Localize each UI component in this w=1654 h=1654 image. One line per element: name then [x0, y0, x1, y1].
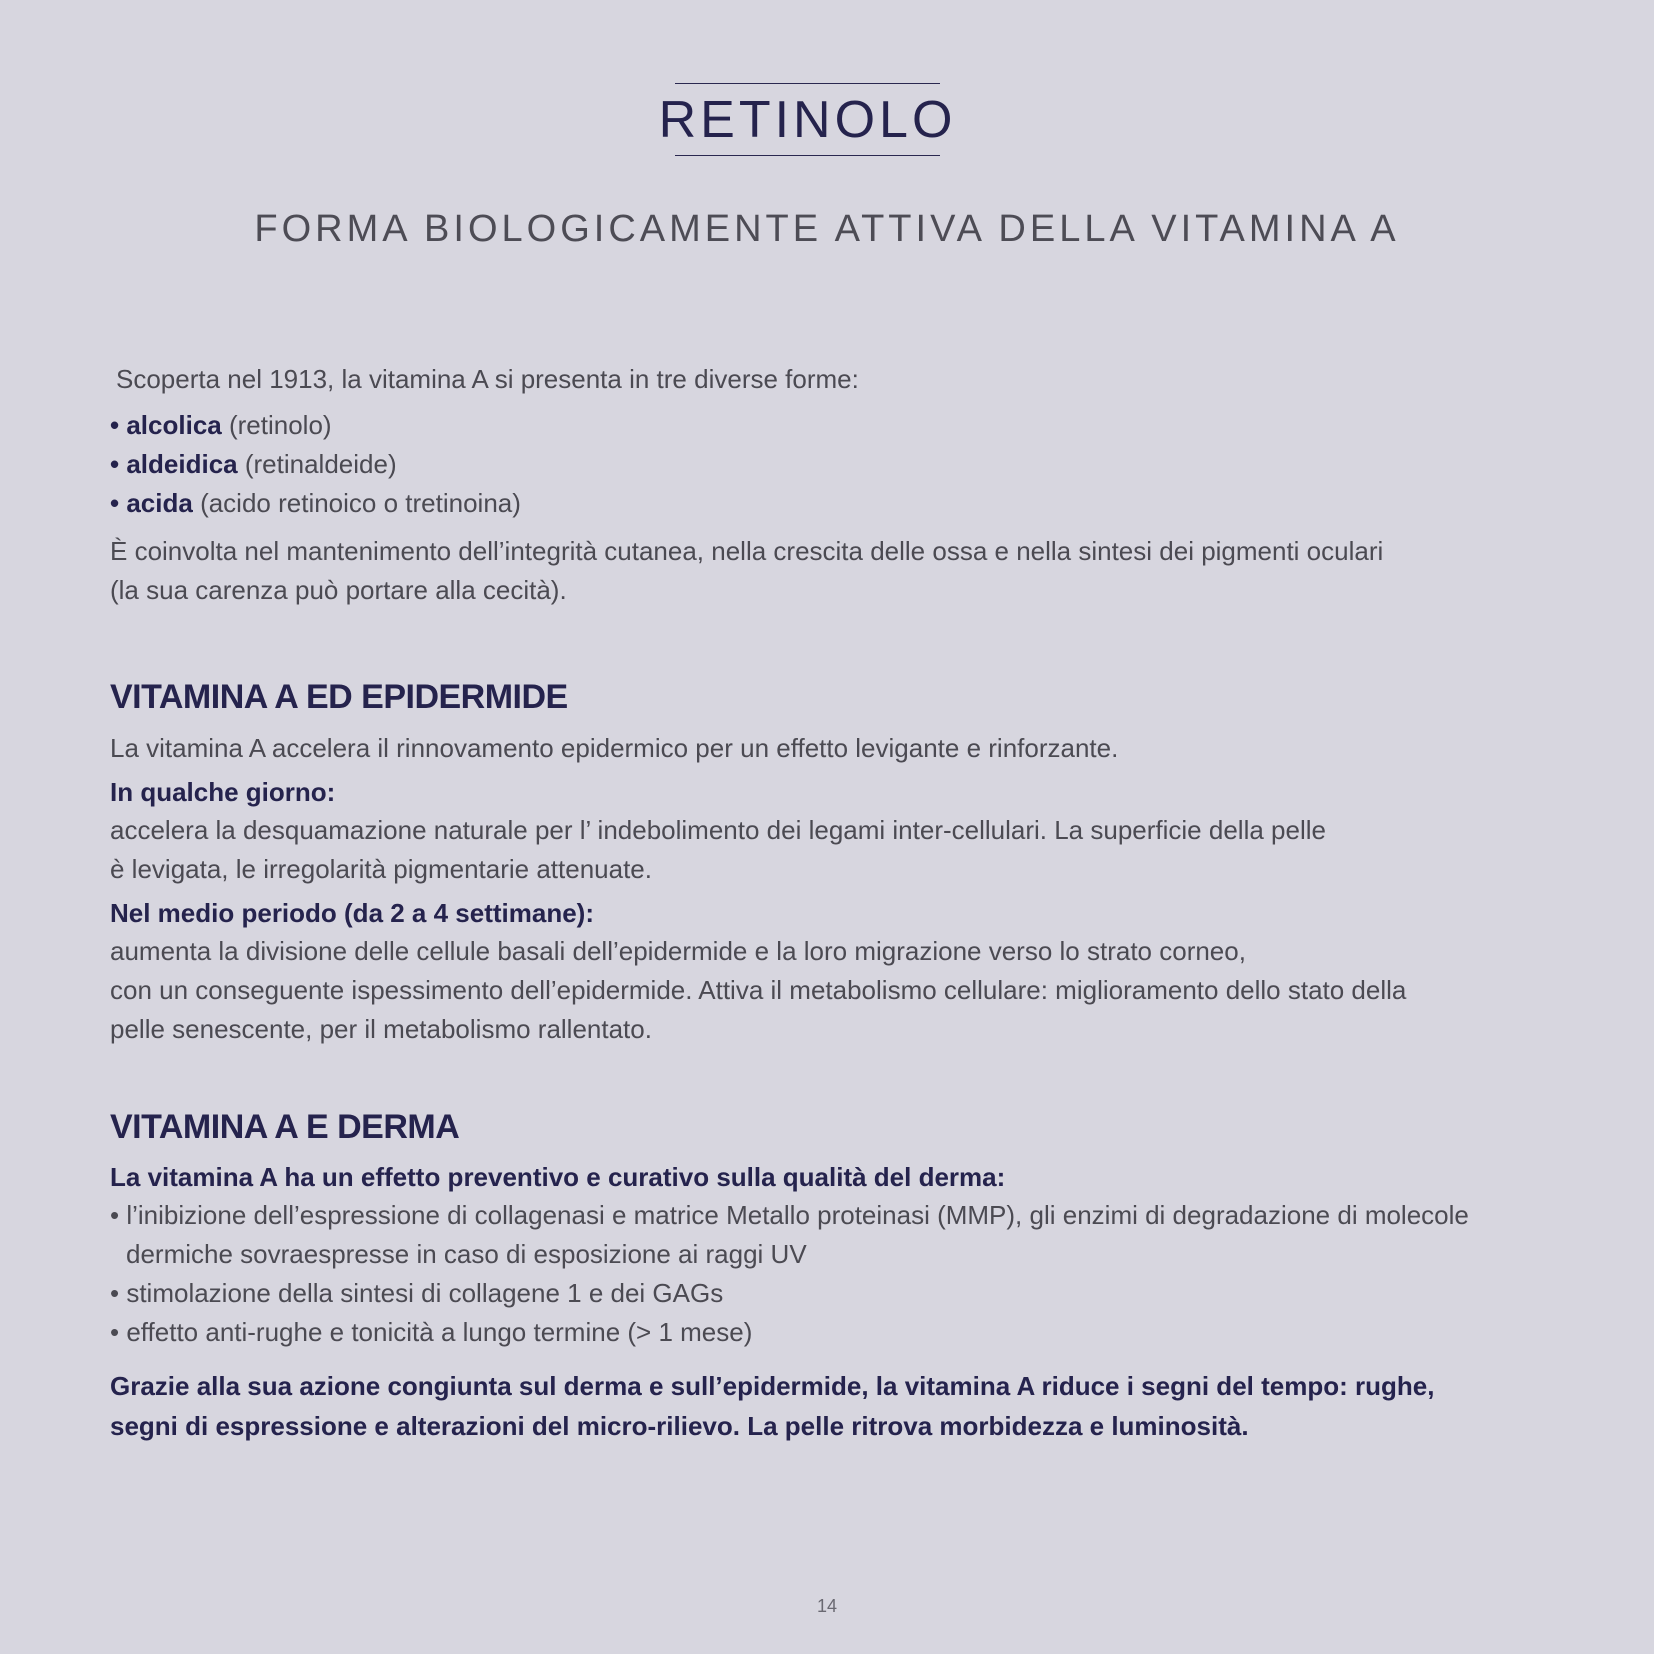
bullet-icon: •	[110, 449, 120, 479]
list-item	[110, 484, 1510, 523]
body-line: con un conseguente ispessimento dell’epidermide. Attiva il metabolismo cellulare: miglioramento dello stato della	[110, 975, 1407, 1005]
form-name: aldeidica	[126, 449, 238, 479]
body-line: è levigata, le irregolarità pigmentarie attenuate.	[110, 854, 652, 884]
body-line: pelle senescente, per il metabolismo rallentato.	[110, 1014, 652, 1044]
list-item: • l’inibizione dell’espressione di collagenasi e matrice Metallo proteinasi (MMP), gli enzimi di degradazione di molecole dermiche sovraespresse in caso di esposizione ai raggi UV	[110, 1200, 1469, 1269]
section-title-epidermide: VITAMINA A ED EPIDERMIDE	[110, 678, 568, 716]
form-name: alcolica	[126, 410, 222, 440]
form-name: acida	[126, 488, 193, 518]
body-line: accelera la desquamazione naturale per l’ indebolimento dei legami inter-cellulari. La superficie della pelle	[110, 815, 1326, 845]
page-number: 14	[816, 1596, 838, 1616]
title-block	[658, 83, 957, 156]
form-detail: (acido retinoico o tretinoina)	[192, 488, 521, 518]
intro-paragraph-line: È coinvolta nel mantenimento dell’integrità cutanea, nella crescita delle ossa e nella sintesi dei pigmenti oculari	[110, 536, 1384, 566]
subheading-medium-term: Nel medio periodo (da 2 a 4 settimane):	[110, 898, 594, 928]
closing-statement-line: Grazie alla sua azione congiunta sul derma e sull’epidermide, la vitamina A riduce i segni del tempo: rughe,	[110, 1371, 1435, 1401]
page-subtitle: FORMA BIOLOGICAMENTE ATTIVA DELLA VITAMINA A	[254, 208, 1400, 250]
main-content	[110, 360, 1510, 1446]
derma-lead: La vitamina A ha un effetto preventivo e curativo sulla qualità del derma:	[110, 1162, 1006, 1192]
closing-statement-line: segni di espressione e alterazioni del micro-rilievo. La pelle ritrova morbidezza e luminosità.	[110, 1411, 1249, 1441]
list-item: • effetto anti-rughe e tonicità a lungo termine (> 1 mese)	[110, 1317, 753, 1347]
intro-text: Scoperta nel 1913, la vitamina A si presenta in tre diverse forme:	[116, 364, 859, 394]
form-detail: (retinaldeide)	[237, 449, 397, 479]
derma-effects-list	[110, 1196, 1510, 1352]
intro-paragraph-line: (la sua carenza può portare alla cecità).	[110, 575, 567, 605]
section-title-derma: VITAMINA A E DERMA	[110, 1108, 460, 1146]
forms-list	[110, 406, 1510, 523]
bullet-icon: •	[110, 488, 120, 518]
list-item	[110, 406, 1510, 445]
subheading-days: In qualche giorno:	[110, 777, 336, 807]
body-line: aumenta la divisione delle cellule basali dell’epidermide e la loro migrazione verso lo strato corneo,	[110, 936, 1246, 966]
list-item	[110, 445, 1510, 484]
section-lead: La vitamina A accelera il rinnovamento epidermico per un effetto levigante e rinforzante.	[110, 733, 1119, 763]
list-item: • stimolazione della sintesi di collagene 1 e dei GAGs	[110, 1278, 724, 1308]
page-title: RETINOLO	[658, 90, 957, 149]
form-detail: (retinolo)	[221, 410, 332, 440]
bullet-icon: •	[110, 410, 120, 440]
